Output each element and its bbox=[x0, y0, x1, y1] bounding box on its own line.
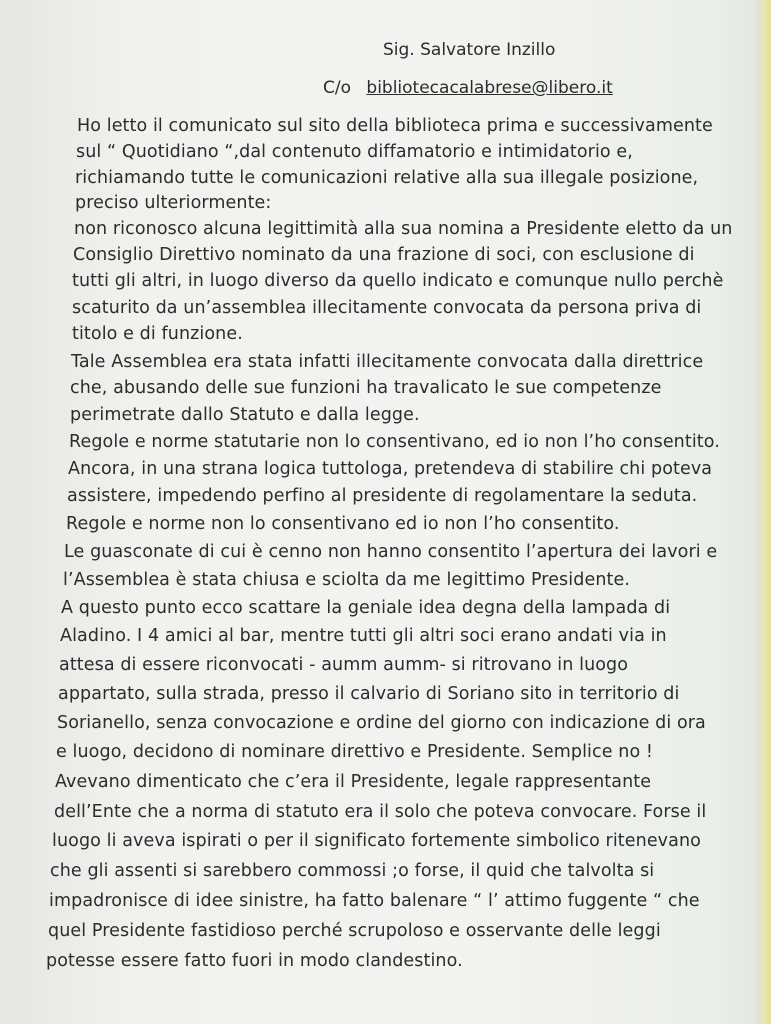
letter-line: luogo li aveva ispirati o per il significato fortemente simbolico ritenevano bbox=[52, 831, 701, 851]
letter-line: Avevano dimenticato che c’era il Presidente, legale rappresentante bbox=[55, 772, 652, 792]
letter-line: titolo e di funzione. bbox=[72, 324, 243, 344]
letter-line: impadronisce di idee sinistre, ha fatto balenare “ l’ attimo fuggente “ che bbox=[49, 891, 700, 911]
letter-line: Ho letto il comunicato sul sito della biblioteca prima e successivamente bbox=[77, 116, 713, 136]
letter-line: dell’Ente che a norma di statuto era il solo che poteva convocare. Forse il bbox=[54, 802, 707, 822]
letter-line: che, abusando delle sue funzioni ha travalicato le sue competenze bbox=[70, 378, 662, 398]
letter-line: potesse essere fatto fuori in modo clandestino. bbox=[46, 951, 463, 971]
letter-line: Sorianello, senza convocazione e ordine del giorno con indicazione di ora bbox=[57, 713, 706, 733]
letter-line: l’Assemblea è stata chiusa e sciolta da me legittimo Presidente. bbox=[63, 570, 630, 590]
letter-line: Le guasconate di cui è cenno non hanno consentito l’apertura dei lavori e bbox=[64, 542, 718, 562]
letter-line: assistere, impedendo perfino al presidente di regolamentare la seduta. bbox=[67, 486, 698, 506]
letter-line: Regole e norme non lo consentivano ed io non l’ho consentito. bbox=[66, 514, 620, 534]
letter-line: A questo punto ecco scattare la geniale idea degna della lampada di bbox=[61, 598, 671, 618]
letter-line: tutti gli altri, in luogo diverso da quello indicato e comunque nullo perchè bbox=[72, 271, 724, 291]
care-of-prefix: C/o bbox=[323, 78, 351, 98]
recipient-name: Sig. Salvatore Inzillo bbox=[383, 40, 556, 60]
letter-line: Ancora, in una strana logica tuttologa, pretendeva di stabilire chi poteva bbox=[68, 459, 713, 479]
letter-line: preciso ulteriormente: bbox=[75, 193, 272, 213]
care-of-email: bibliotecacalabrese@libero.it bbox=[366, 78, 613, 98]
letter-line: scaturito da un’assemblea illecitamente convocata da persona priva di bbox=[72, 298, 702, 318]
letter-line: non riconosco alcuna legittimità alla sua nomina a Presidente eletto da un bbox=[74, 219, 733, 239]
letter-line: attesa di essere riconvocati - aumm aumm- si ritrovano in luogo bbox=[59, 655, 629, 675]
letter-line: che gli assenti si sarebbero commossi ;o forse, il quid che talvolta si bbox=[50, 861, 655, 881]
letter-line: e luogo, decidono di nominare direttivo e Presidente. Semplice no ! bbox=[56, 742, 654, 762]
letter-line: Aladino. I 4 amici al bar, mentre tutti gli altri soci erano andati via in bbox=[60, 626, 667, 646]
letter-line: appartato, sulla strada, presso il calvario di Soriano sito in territorio di bbox=[58, 684, 680, 704]
letter-line: richiamando tutte le comunicazioni relative alla sua illegale posizione, bbox=[75, 168, 699, 188]
letter-line: Regole e norme statutarie non lo consentivano, ed io non l’ho consentito. bbox=[69, 432, 720, 452]
letter-line: perimetrate dallo Statuto e dalla legge. bbox=[70, 405, 420, 425]
letter-line: Tale Assemblea era stata infatti illecitamente convocata dalla direttrice bbox=[71, 352, 704, 372]
letter-line: quel Presidente fastidioso perché scrupoloso e osservante delle leggi bbox=[48, 921, 661, 941]
letter-line: sul “ Quotidiano “,dal contenuto diffamatorio e intimidatorio e, bbox=[76, 142, 633, 162]
letter-line: Consiglio Direttivo nominato da una frazione di soci, con esclusione di bbox=[73, 245, 695, 265]
paper-edge bbox=[753, 0, 771, 1024]
